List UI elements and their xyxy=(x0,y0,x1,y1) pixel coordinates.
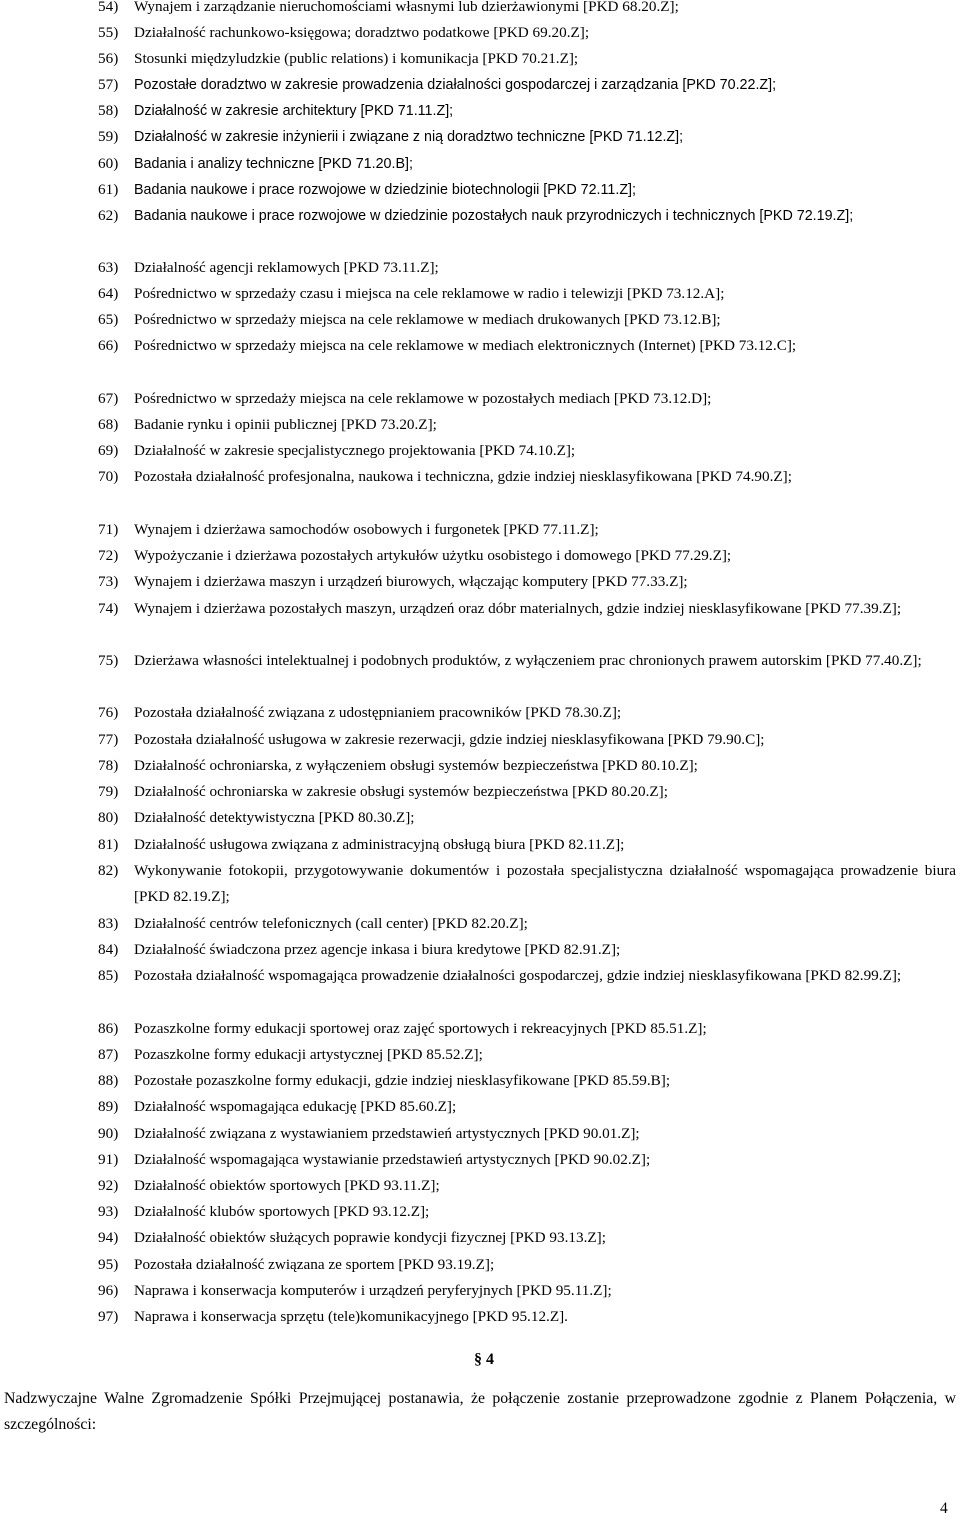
list-item-text: Działalność detektywistyczna [PKD 80.30.Z]; xyxy=(134,809,415,826)
list-item-text: Działalność w zakresie inżynierii i związane z nią doradztwo techniczne [PKD 71.12.Z]; xyxy=(134,129,684,145)
list-item-number: 85) xyxy=(98,967,119,984)
list-item-text: Pośrednictwo w sprzedaży miejsca na cele reklamowe w pozostałych mediach [PKD 73.12.D]; xyxy=(134,390,712,407)
list-item-number: 68) xyxy=(98,416,119,433)
list-item xyxy=(98,517,956,543)
list-item-text: Wykonywanie fotokopii, przygotowywanie dokumentów i pozostała specjalistyczna działalność wspomagająca prowadzenie biura [PKD 82.19.Z]; xyxy=(134,862,956,905)
list-item-number: 79) xyxy=(98,783,119,800)
list-item-number: 62) xyxy=(98,207,119,224)
list-item-number: 88) xyxy=(98,1072,119,1089)
list-item-text: Działalność ochroniarska w zakresie obsługi systemów bezpieczeństwa [PKD 80.20.Z]; xyxy=(134,783,668,800)
list-item xyxy=(98,255,956,281)
list-item xyxy=(98,543,956,569)
list-item-text: Badania naukowe i prace rozwojowe w dziedzinie biotechnologii [PKD 72.11.Z]; xyxy=(134,182,637,198)
list-item xyxy=(98,72,956,98)
list-item-text: Działalność ochroniarska, z wyłączeniem obsługi systemów bezpieczeństwa [PKD 80.10.Z]; xyxy=(134,757,698,774)
list-item xyxy=(98,832,956,858)
list-item-number: 73) xyxy=(98,573,119,590)
list-item xyxy=(98,203,956,229)
page-number: 4 xyxy=(940,1500,948,1517)
list-item-number: 77) xyxy=(98,731,119,748)
list-item xyxy=(98,1068,956,1094)
list-item xyxy=(98,0,956,20)
list-item xyxy=(98,177,956,203)
list-item-text: Pośrednictwo w sprzedaży miejsca na cele reklamowe w mediach drukowanych [PKD 73.12.B]; xyxy=(134,311,721,328)
list-item-number: 92) xyxy=(98,1177,119,1194)
list-item-number: 80) xyxy=(98,809,119,826)
list-item-number: 66) xyxy=(98,337,119,354)
list-item-text: Stosunki międzyludzkie (public relations) i komunikacja [PKD 70.21.Z]; xyxy=(134,50,579,67)
list-item-number: 61) xyxy=(98,181,119,198)
list-item-number: 89) xyxy=(98,1098,119,1115)
list-item xyxy=(98,700,956,726)
list-item-number: 96) xyxy=(98,1282,119,1299)
list-item-text: Pośrednictwo w sprzedaży miejsca na cele reklamowe w mediach elektronicznych (Internet) [PKD 73.12.C]; xyxy=(134,337,797,354)
list-item-text: Wynajem i dzierżawa maszyn i urządzeń biurowych, włączając komputery [PKD 77.33.Z]; xyxy=(134,573,688,590)
list-item-number: 71) xyxy=(98,521,119,538)
list-item-number: 57) xyxy=(98,76,119,93)
list-item-text: Działalność wspomagająca edukację [PKD 85.60.Z]; xyxy=(134,1098,457,1115)
list-item xyxy=(98,333,956,359)
list-item-text: Badania i analizy techniczne [PKD 71.20.B]; xyxy=(134,156,413,172)
list-item-number: 63) xyxy=(98,259,119,276)
list-item-text: Pośrednictwo w sprzedaży czasu i miejsca na cele reklamowe w radio i telewizji [PKD 73.12.A]; xyxy=(134,285,725,302)
list-item-number: 95) xyxy=(98,1256,119,1273)
list-item-number: 72) xyxy=(98,547,119,564)
list-item xyxy=(98,648,956,674)
list-item-number: 93) xyxy=(98,1203,119,1220)
list-item xyxy=(98,281,956,307)
list-item-text: Pozaszkolne formy edukacji sportowej oraz zajęć sportowych i rekreacyjnych [PKD 85.51.Z]; xyxy=(134,1020,707,1037)
list-item xyxy=(98,151,956,177)
list-item-text: Wynajem i dzierżawa samochodów osobowych i furgonetek [PKD 77.11.Z]; xyxy=(134,521,599,538)
list-item-text: Działalność obiektów sportowych [PKD 93.11.Z]; xyxy=(134,1177,440,1194)
list-item-number: 60) xyxy=(98,155,119,172)
list-item xyxy=(98,1278,956,1304)
list-item-text: Działalność w zakresie architektury [PKD 71.11.Z]; xyxy=(134,103,454,119)
list-item xyxy=(98,569,956,595)
list-item xyxy=(98,20,956,46)
list-item xyxy=(98,1173,956,1199)
list-item-number: 84) xyxy=(98,941,119,958)
list-item xyxy=(98,1016,956,1042)
list-item-text: Naprawa i konserwacja komputerów i urządzeń peryferyjnych [PKD 95.11.Z]; xyxy=(134,1282,612,1299)
list-item-text: Dzierżawa własności intelektualnej i podobnych produktów, z wyłączeniem prac chronionych prawem autorskim [PKD 77.40.Z]; xyxy=(134,652,922,669)
list-item xyxy=(98,412,956,438)
list-item-text: Pozostała działalność usługowa w zakresie rezerwacji, gdzie indziej niesklasyfikowana [PKD 79.90.C]; xyxy=(134,731,765,748)
list-item-number: 90) xyxy=(98,1125,119,1142)
list-item-text: Działalność klubów sportowych [PKD 93.12.Z]; xyxy=(134,1203,430,1220)
list-item-number: 94) xyxy=(98,1229,119,1246)
list-item-number: 59) xyxy=(98,128,119,145)
list-item xyxy=(98,858,956,910)
list-item-number: 97) xyxy=(98,1308,119,1325)
list-item xyxy=(98,307,956,333)
list-item-text: Badania naukowe i prace rozwojowe w dziedzinie pozostałych nauk przyrodniczych i technicznych [PKD 72.19.Z]; xyxy=(134,208,854,224)
list-item-number: 81) xyxy=(98,836,119,853)
list-item-text: Pozostałe doradztwo w zakresie prowadzenia działalności gospodarczej i zarządzania [PKD 70.22.Z]; xyxy=(134,77,777,93)
list-item xyxy=(98,464,956,490)
list-item-text: Pozostała działalność związana z udostępnianiem pracowników [PKD 78.30.Z]; xyxy=(134,704,622,721)
list-item xyxy=(98,1094,956,1120)
list-item-number: 55) xyxy=(98,24,119,41)
list-item-text: Pozaszkolne formy edukacji artystycznej [PKD 85.52.Z]; xyxy=(134,1046,483,1063)
list-item-text: Wynajem i zarządzanie nieruchomościami własnymi lub dzierżawionymi [PKD 68.20.Z]; xyxy=(134,0,679,15)
list-item-number: 86) xyxy=(98,1020,119,1037)
list-item-text: Działalność centrów telefonicznych (call center) [PKD 82.20.Z]; xyxy=(134,915,528,932)
list-item-text: Działalność związana z wystawianiem przedstawień artystycznych [PKD 90.01.Z]; xyxy=(134,1125,640,1142)
list-item xyxy=(98,727,956,753)
list-item-number: 74) xyxy=(98,600,119,617)
list-item xyxy=(98,779,956,805)
list-item-number: 58) xyxy=(98,102,119,119)
list-item xyxy=(98,386,956,412)
list-item-text: Wynajem i dzierżawa pozostałych maszyn, urządzeń oraz dóbr materialnych, gdzie indziej niesklasyfikowane [PKD 77.39.Z]; xyxy=(134,600,902,617)
list-item xyxy=(98,46,956,72)
list-item xyxy=(98,1225,956,1251)
list-item xyxy=(98,98,956,124)
list-item-number: 65) xyxy=(98,311,119,328)
list-item xyxy=(98,1042,956,1068)
list-item xyxy=(98,124,956,150)
list-item-number: 78) xyxy=(98,757,119,774)
list-item-number: 91) xyxy=(98,1151,119,1168)
list-item-number: 67) xyxy=(98,390,119,407)
list-item xyxy=(98,438,956,464)
list-item-text: Badanie rynku i opinii publicznej [PKD 73.20.Z]; xyxy=(134,416,437,433)
list-item-text: Pozostała działalność wspomagająca prowadzenie działalności gospodarczej, gdzie indziej niesklasyfikowana [PKD 82.99.Z]; xyxy=(134,967,902,984)
list-item xyxy=(98,1199,956,1225)
list-item-text: Działalność rachunkowo-księgowa; doradztwo podatkowe [PKD 69.20.Z]; xyxy=(134,24,590,41)
list-item-number: 54) xyxy=(98,0,119,15)
list-item-number: 83) xyxy=(98,915,119,932)
list-item-text: Pozostałe pozaszkolne formy edukacji, gdzie indziej niesklasyfikowane [PKD 85.59.B]; xyxy=(134,1072,671,1089)
list-item xyxy=(98,753,956,779)
section-heading: § 4 xyxy=(474,1351,494,1368)
list-item xyxy=(98,805,956,831)
list-item-text: Działalność obiektów służących poprawie kondycji fizycznej [PKD 93.13.Z]; xyxy=(134,1229,606,1246)
list-item-text: Działalność w zakresie specjalistycznego projektowania [PKD 74.10.Z]; xyxy=(134,442,576,459)
list-item-text: Pozostała działalność związana ze sportem [PKD 93.19.Z]; xyxy=(134,1256,495,1273)
list-item-text: Działalność świadczona przez agencje inkasa i biura kredytowe [PKD 82.91.Z]; xyxy=(134,941,621,958)
list-item xyxy=(98,1147,956,1173)
list-item xyxy=(98,1252,956,1278)
list-item-number: 56) xyxy=(98,50,119,67)
list-item-text: Działalność agencji reklamowych [PKD 73.11.Z]; xyxy=(134,259,439,276)
list-item-number: 75) xyxy=(98,652,119,669)
list-item-number: 70) xyxy=(98,468,119,485)
list-item-number: 64) xyxy=(98,285,119,302)
list-item xyxy=(98,911,956,937)
list-item-text: Działalność wspomagająca wystawianie przedstawień artystycznych [PKD 90.02.Z]; xyxy=(134,1151,651,1168)
list-item xyxy=(98,1121,956,1147)
list-item-text: Działalność usługowa związana z administracyjną obsługą biura [PKD 82.11.Z]; xyxy=(134,836,625,853)
resolution-paragraph: Nadzwyczajne Walne Zgromadzenie Spółki Przejmującej postanawia, że połączenie zostanie przeprowadzone zgodnie z Planem Połączenia, w szczególności: xyxy=(4,1390,956,1433)
list-item-number: 82) xyxy=(98,862,119,879)
list-item xyxy=(98,937,956,963)
list-item xyxy=(98,1304,956,1330)
list-item-text: Pozostała działalność profesjonalna, naukowa i techniczna, gdzie indziej niesklasyfikowana [PKD 74.90.Z]; xyxy=(134,468,792,485)
list-item-text: Wypożyczanie i dzierżawa pozostałych artykułów użytku osobistego i domowego [PKD 77.29.Z]; xyxy=(134,547,732,564)
list-item-number: 76) xyxy=(98,704,119,721)
list-item xyxy=(98,596,956,622)
list-item-number: 69) xyxy=(98,442,119,459)
list-item-number: 87) xyxy=(98,1046,119,1063)
list-item-text: Naprawa i konserwacja sprzętu (tele)komunikacyjnego [PKD 95.12.Z]. xyxy=(134,1308,568,1325)
list-item xyxy=(98,963,956,989)
